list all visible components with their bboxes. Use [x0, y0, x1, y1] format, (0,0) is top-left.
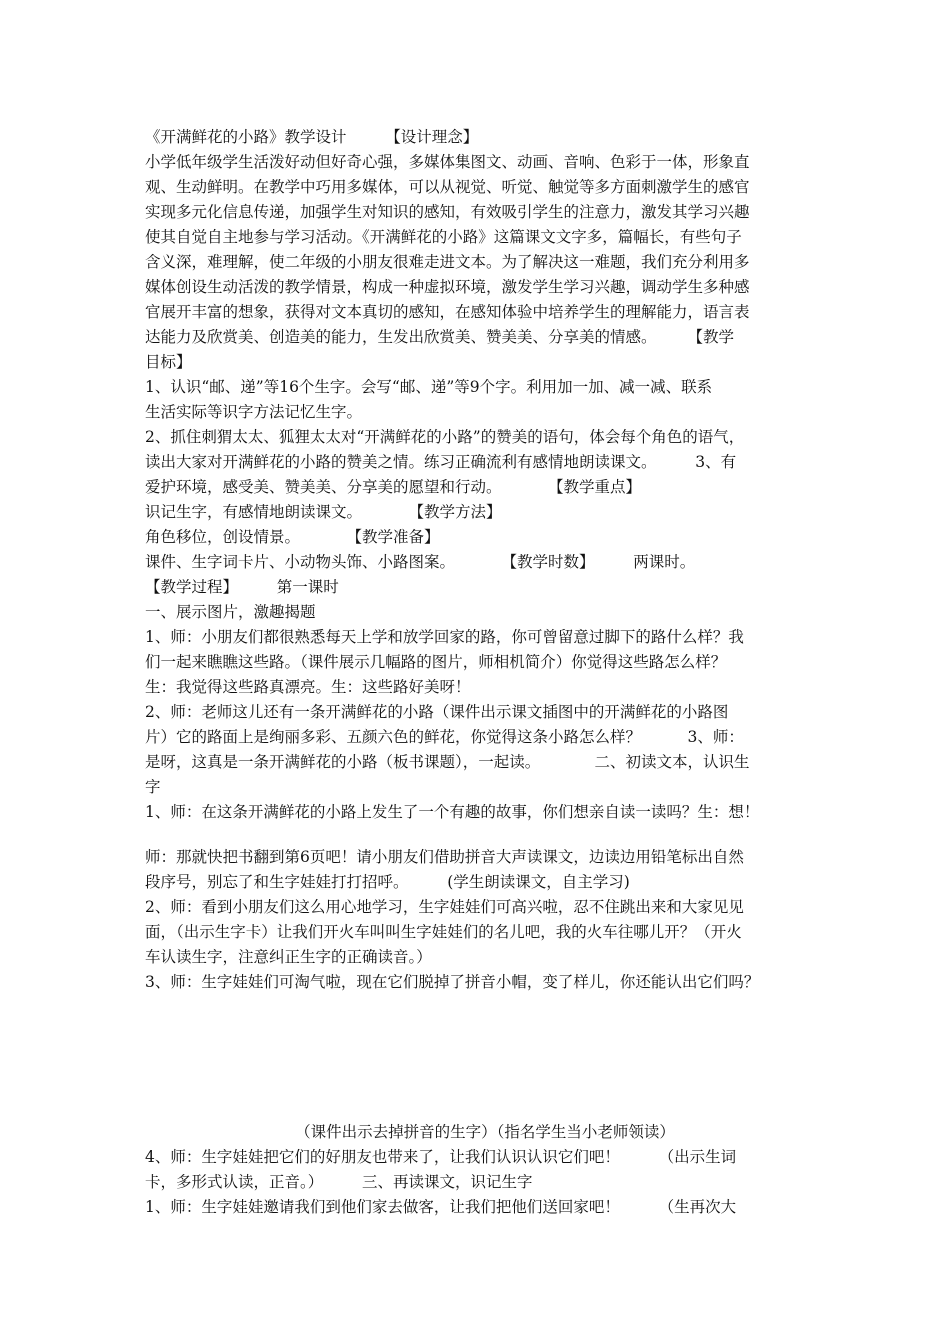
- text-line: 段序号，别忘了和生字娃娃打打招呼。 (学生朗读课文，自主学习): [145, 873, 630, 891]
- text-line: 达能力及欣赏美、创造美的能力，生发出欣赏美、赞美美、分享美的情感。 【教学: [145, 328, 735, 346]
- text-line: 小学低年级学生活泼好动但好奇心强，多媒体集图文、动画、音响、色彩于一体，形象直: [145, 153, 750, 171]
- text-line: 【教学过程】 第一课时: [145, 578, 339, 596]
- text-line: 2、师：看到小朋友们这么用心地学习，生字娃娃们可高兴啦，忍不住跳出来和大家见见: [145, 898, 744, 916]
- text-line: 目标】: [145, 353, 192, 371]
- text-line: 面，（出示生字卡）让我们开火车叫叫生字娃娃们的名儿吧，我的火车往哪儿开？（开火: [145, 923, 742, 941]
- text-line: 官展开丰富的想象，获得对文本真切的感知，在感知体验中培养学生的理解能力，语言表: [145, 303, 750, 321]
- text-line: 车认读生字，注意纠正生字的正确读音。）: [145, 948, 432, 966]
- text-line: 卡，多形式认读，正音。） 三、再读课文，识记生字: [145, 1173, 533, 1191]
- text-line: 课件、生字词卡片、小动物头饰、小路图案。 【教学时数】 两课时。: [145, 553, 696, 571]
- text-line: 媒体创设生动活泼的教学情景，构成一种虚拟环境，激发学生学习兴趣，调动学生多种感: [145, 278, 750, 296]
- text-line: 角色移位，创设情景。 【教学准备】: [145, 528, 440, 546]
- text-line: 片）它的路面上是绚丽多彩、五颜六色的鲜花，你觉得这条小路怎么样？ 3、师：: [145, 728, 744, 746]
- text-line: 师：那就快把书翻到第6页吧！请小朋友们借助拼音大声读课文，边读边用铅笔标出自然: [145, 848, 744, 866]
- text-line: 识记生字，有感情地朗读课文。 【教学方法】: [145, 503, 502, 521]
- text-line: 们一起来瞧瞧这些路。（课件展示几幅路的图片，师相机简介）你觉得这些路怎么样？: [145, 653, 727, 671]
- text-line: 2、师：老师这儿还有一条开满鲜花的小路（课件出示课文插图中的开满鲜花的小路图: [145, 703, 729, 721]
- text-line: 2、抓住刺猬太太、狐狸太太对“开满鲜花的小路”的赞美的语句，体会每个角色的语气，: [145, 428, 745, 446]
- text-line: 含义深，难理解，使二年级的小朋友很难走进文本。为了解决这一难题，我们充分利用多: [145, 253, 750, 271]
- text-line: 1、师：小朋友们都很熟悉每天上学和放学回家的路，你可曾留意过脚下的路什么样？我: [145, 628, 744, 646]
- text-line: 爱护环境，感受美、赞美美、分享美的愿望和行动。 【教学重点】: [145, 478, 642, 496]
- text-line: 1、认识“邮、递”等16个生字。会写“邮、递”等9个字。利用加一加、减一减、联系: [145, 378, 713, 396]
- text-line: 3、师：生字娃娃们可淘气啦，现在它们脱掉了拼音小帽，变了样儿，你还能认出它们吗？: [145, 973, 760, 991]
- text-line: （课件出示去掉拼音的生字）（指名学生当小老师领读）: [295, 1123, 675, 1141]
- text-line: 1、师：生字娃娃邀请我们到他们家去做客，让我们把他们送回家吧！ （生再次大: [145, 1198, 737, 1216]
- text-line: 生活实际等识字方法记忆生字。: [145, 403, 363, 421]
- text-line: 生：我觉得这些路真漂亮。生：这些路好美呀！: [145, 678, 471, 696]
- text-line: 4、师：生字娃娃把它们的好朋友也带来了，让我们认识认识它们吧！ （出示生词: [145, 1148, 737, 1166]
- text-line: 1、师：在这条开满鲜花的小路上发生了一个有趣的故事，你们想亲自读一读吗？生：想！: [145, 803, 760, 821]
- text-line: 使其自觉自主地参与学习活动。《开满鲜花的小路》这篇课文文字多，篇幅长，有些句子: [145, 228, 742, 246]
- text-line: 是呀，这真是一条开满鲜花的小路（板书课题），一起读。 二、初读文本，认识生: [145, 753, 750, 771]
- text-line: 一、展示图片，激趣揭题: [145, 603, 316, 621]
- doc-title-line: 《开满鲜花的小路》教学设计 【设计理念】: [145, 128, 479, 146]
- text-line: 观、生动鲜明。在教学中巧用多媒体，可以从视觉、听觉、触觉等多方面刺激学生的感官: [145, 178, 750, 196]
- text-line: 字: [145, 778, 161, 796]
- text-line: 读出大家对开满鲜花的小路的赞美之情。练习正确流利有感情地朗读课文。 3、有: [145, 453, 737, 471]
- text-line: 实现多元化信息传递，加强学生对知识的感知，有效吸引学生的注意力，激发其学习兴趣: [145, 203, 750, 221]
